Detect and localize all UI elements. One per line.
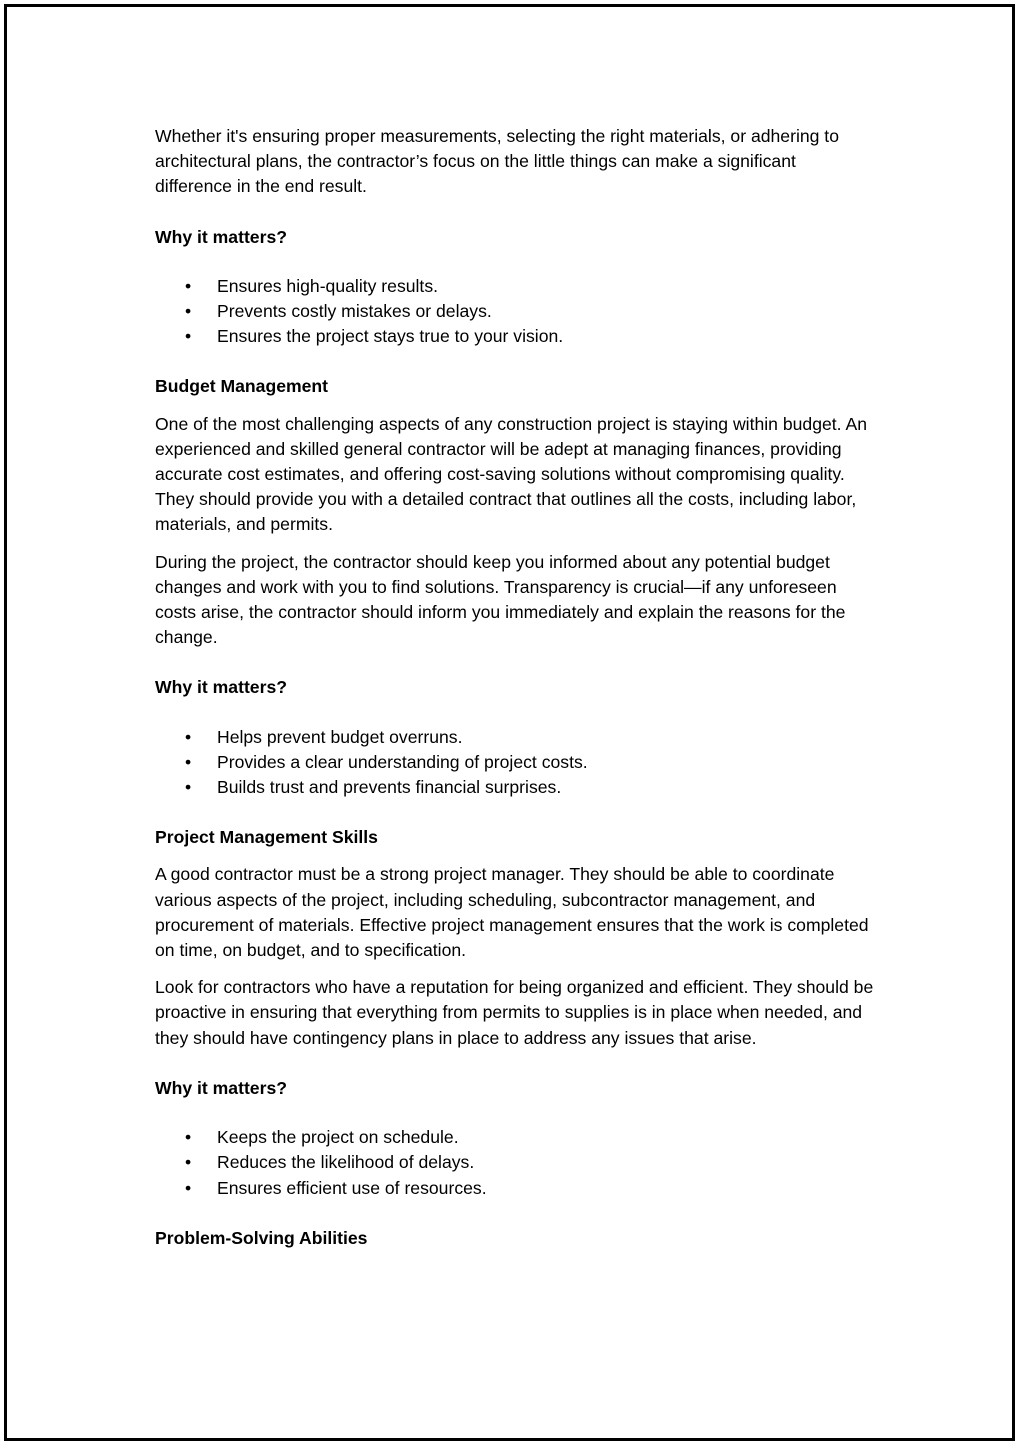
list-item xyxy=(155,725,875,750)
paragraph: A good contractor must be a strong project manager. They should be able to coordinate various aspects of the project, including scheduling, subcontractor management, and procurement of materials. Effective project management ensures that the work is completed on time, on budget, and to specification. xyxy=(155,864,869,961)
section-heading: Budget Management xyxy=(155,376,329,397)
bullet-list xyxy=(155,274,875,350)
bullet-icon: • xyxy=(185,326,192,347)
list-item-text: Prevents costly mistakes or delays. xyxy=(217,301,492,322)
list-item-text: Ensures the project stays true to your vision. xyxy=(217,326,564,347)
list-item-text: Ensures efficient use of resources. xyxy=(217,1177,487,1198)
section-project-management-skills xyxy=(155,825,875,1200)
section-heading-problem-solving: Problem-Solving Abilities xyxy=(155,1227,368,1248)
bullet-icon: • xyxy=(185,275,192,296)
list-item-text: Helps prevent budget overruns. xyxy=(217,726,463,747)
why-it-matters-heading: Why it matters? xyxy=(155,226,287,247)
list-item xyxy=(155,775,875,800)
list-item xyxy=(155,1176,875,1201)
bullet-list xyxy=(155,725,875,801)
why-it-matters-heading: Why it matters? xyxy=(155,1077,287,1098)
bullet-icon: • xyxy=(185,1152,192,1173)
paragraph: One of the most challenging aspects of any construction project is staying within budget. An experienced and skilled general contractor will be adept at managing finances, providing accurate cost estimates, and offering cost-saving solutions without compromising quality. They should provide you with a detailed contract that outlines all the costs, including labor, materials, and permits. xyxy=(155,413,867,535)
bullet-icon: • xyxy=(185,726,192,747)
bullet-icon: • xyxy=(185,1177,192,1198)
list-item xyxy=(155,1125,875,1150)
list-item-text: Provides a clear understanding of project costs. xyxy=(217,751,588,772)
section-heading: Project Management Skills xyxy=(155,827,378,848)
paragraph: Look for contractors who have a reputation for being organized and efficient. They should be proactive in ensuring that everything from permits to supplies is in place when needed, and they should have contingency plans in place to address any issues that arise. xyxy=(155,977,874,1048)
list-item xyxy=(155,274,875,299)
bullet-icon: • xyxy=(185,1127,192,1148)
why-it-matters-heading: Why it matters? xyxy=(155,677,287,698)
bullet-icon: • xyxy=(185,777,192,798)
list-item xyxy=(155,1150,875,1175)
paragraph: Whether it's ensuring proper measurements, selecting the right materials, or adhering to architectural plans, the contractor’s focus on the little things can make a significant difference in the end result. xyxy=(155,126,839,197)
section-attention-to-detail xyxy=(155,124,875,349)
paragraph: During the project, the contractor should keep you informed about any potential budget changes and work with you to find solutions. Transparency is crucial—if any unforeseen costs arise, the contractor should inform you immediately and explain the reasons for the change. xyxy=(155,551,846,648)
list-item-text: Reduces the likelihood of delays. xyxy=(217,1152,475,1173)
document-body xyxy=(155,124,875,1263)
list-item xyxy=(155,750,875,775)
bullet-icon: • xyxy=(185,301,192,322)
list-item xyxy=(155,299,875,324)
bullet-icon: • xyxy=(185,751,192,772)
list-item-text: Builds trust and prevents financial surprises. xyxy=(217,777,562,798)
section-budget-management xyxy=(155,374,875,800)
list-item xyxy=(155,324,875,349)
bullet-list xyxy=(155,1125,875,1201)
list-item-text: Keeps the project on schedule. xyxy=(217,1127,459,1148)
list-item-text: Ensures high-quality results. xyxy=(217,275,439,296)
